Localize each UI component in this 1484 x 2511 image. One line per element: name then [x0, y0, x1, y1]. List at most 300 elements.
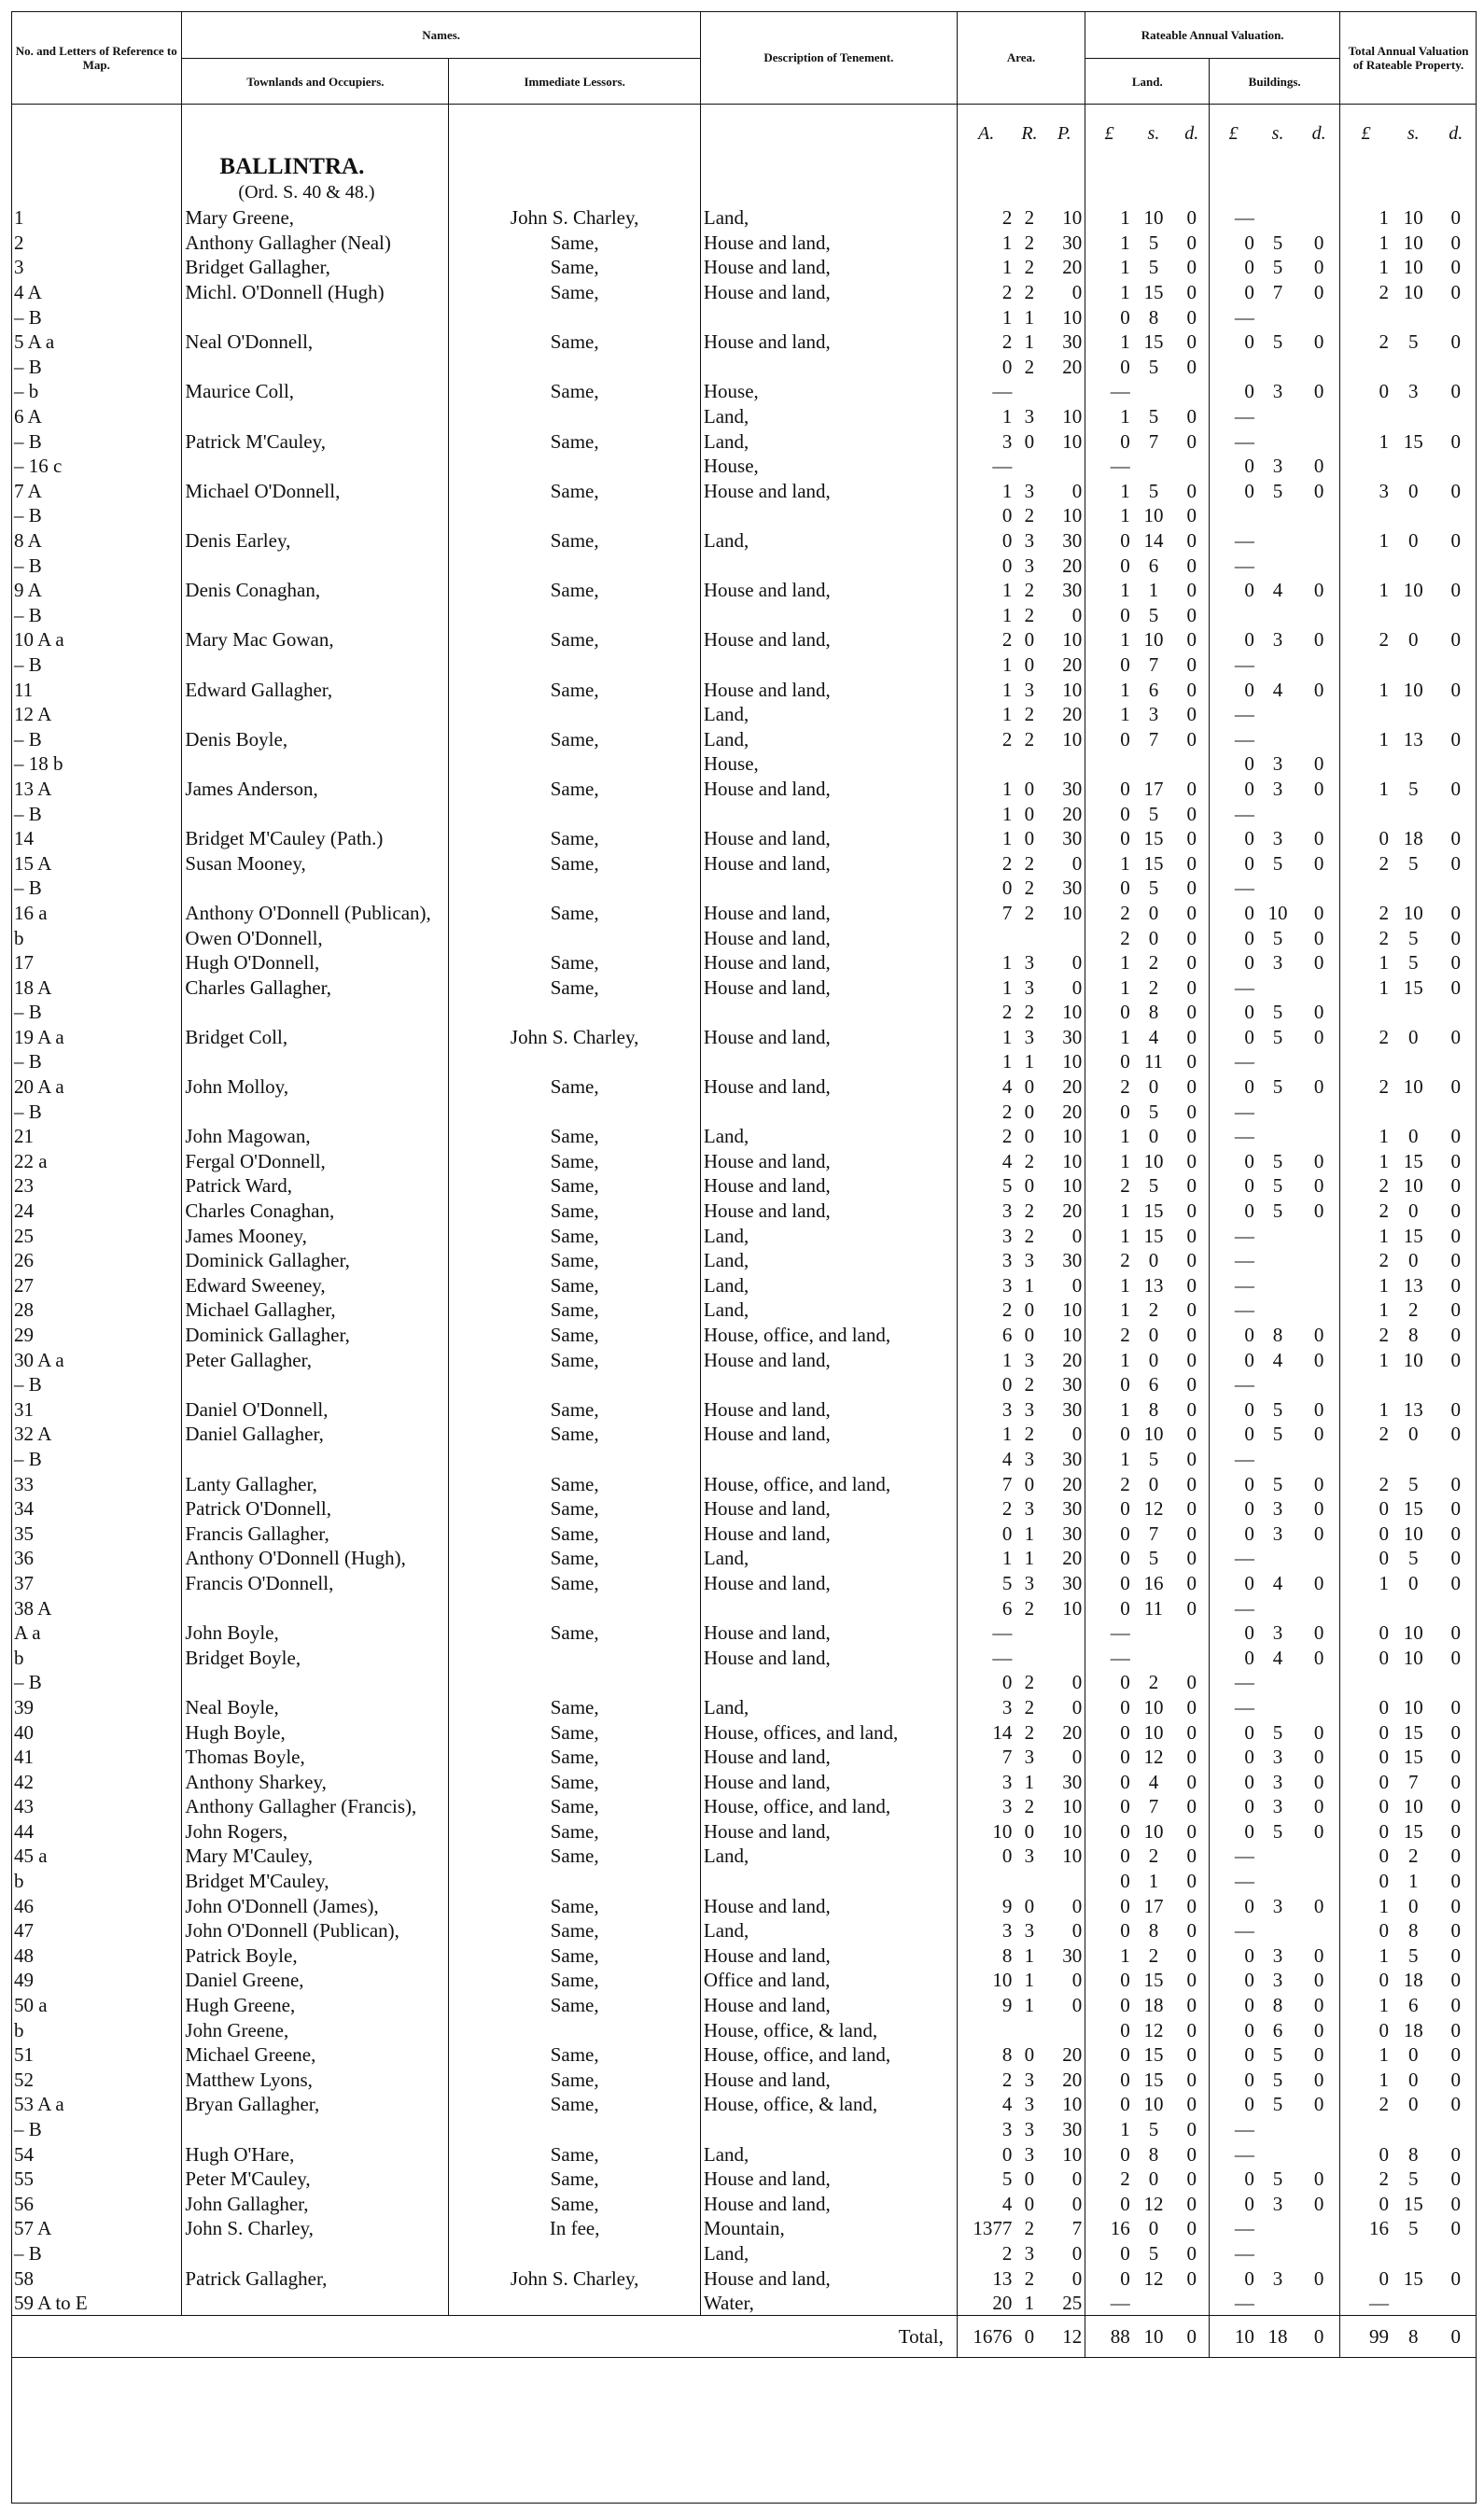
area-perches: 0 [1043, 1993, 1085, 2018]
land-pence: 0 [1174, 1546, 1210, 1571]
table-row [11, 1595, 1477, 1620]
bldg-pounds: 0 [1244, 1174, 1254, 1198]
area-perches: 25 [1043, 2291, 1085, 2316]
description-cell [700, 603, 957, 628]
bldg-pounds: — [1234, 206, 1254, 230]
total-pence: 0 [1450, 975, 1462, 999]
total-pence [1435, 876, 1477, 901]
description-cell: Office and land, [700, 1968, 957, 1993]
land-pounds: 0 [1120, 1795, 1130, 1818]
bldg-pounds: — [1234, 975, 1254, 999]
area-perches [1043, 751, 1085, 777]
area-perches [1043, 925, 1085, 950]
table-row [11, 479, 1477, 504]
lessor-cell: Same, [449, 1794, 700, 1819]
table-row [11, 1496, 1477, 1522]
area-acres: 2 [1001, 1497, 1013, 1521]
bldg-pounds: — [1234, 2142, 1254, 2166]
occupier-cell: Patrick M'Cauley, [182, 428, 449, 454]
land-pence: 0 [1174, 1769, 1210, 1794]
occupier-cell: Michael O'Donnell, [182, 479, 449, 504]
occupier-cell: Anthony Sharkey, [182, 1769, 449, 1794]
total-shillings: 10 [1403, 231, 1423, 254]
area-acres: 1 [1001, 479, 1013, 502]
area-acres: 3 [1001, 1273, 1013, 1297]
area-perches: 10 [1043, 726, 1085, 751]
ref-cell: – B [11, 2117, 182, 2142]
land-shillings: 15 [1143, 281, 1164, 304]
occupier-cell: Bridget M'Cauley (Path.) [182, 826, 449, 851]
lessor-cell: Same, [449, 950, 700, 975]
total-pence: 0 [1450, 281, 1462, 304]
total-shillings: 10 [1403, 206, 1423, 230]
occupier-cell: James Anderson, [182, 777, 449, 802]
total-pence: 0 [1450, 1025, 1462, 1048]
area-roods: 0 [1024, 2043, 1035, 2067]
area-acres: 4 [1001, 2192, 1013, 2215]
bldg-pence [1298, 304, 1339, 330]
occupier-cell [182, 2291, 449, 2316]
land-pence: 0 [1174, 1397, 1210, 1423]
land-pence: 0 [1174, 1347, 1210, 1372]
bldg-pounds: — [1234, 1125, 1254, 1148]
bldg-pounds: 0 [1244, 1943, 1254, 1967]
area-acres: 5 [1001, 2167, 1013, 2191]
bldg-shillings: 4 [1272, 579, 1283, 602]
table-row [11, 1298, 1477, 1323]
lessor-cell: Same, [449, 2192, 700, 2217]
land-shillings: 0 [1148, 1075, 1159, 1099]
occupier-cell [182, 1670, 449, 1695]
ref-cell: 58 [11, 2266, 182, 2291]
land-pence: 0 [1174, 1323, 1210, 1348]
area-perches: 10 [1043, 627, 1085, 652]
land-shillings: 8 [1148, 1001, 1159, 1024]
area-perches [1043, 379, 1085, 404]
table-row [11, 2017, 1477, 2042]
land-pence: 0 [1174, 255, 1210, 280]
total-pence: 0 [1450, 1249, 1462, 1272]
total-pounds: 0 [1379, 1919, 1389, 1943]
area-acres: 2 [1001, 2068, 1013, 2091]
area-acres: 3 [1001, 1249, 1013, 1272]
bldg-shillings: 4 [1272, 1348, 1283, 1371]
lessor-cell [449, 2117, 700, 2142]
land-pence: 0 [1174, 479, 1210, 504]
land-pounds: 1 [1120, 951, 1130, 975]
ref-cell: – B [11, 801, 182, 826]
total-pence: 0 [1450, 2142, 1462, 2166]
ref-cell: – B [11, 428, 182, 454]
description-cell: Land, [700, 428, 957, 454]
bldg-pounds: — [1234, 1695, 1254, 1718]
lessor-cell [449, 1447, 700, 1472]
total-shillings: 3 [1408, 380, 1419, 403]
area-acres: 6 [1001, 1324, 1013, 1347]
description-cell: Land, [700, 726, 957, 751]
land-shillings: 0 [1148, 1472, 1159, 1495]
description-cell: House and land, [700, 1496, 957, 1522]
land-pence: 0 [1174, 553, 1210, 578]
total-pounds [1340, 801, 1392, 826]
description-cell: House and land, [700, 925, 957, 950]
total-header: Total Annual Valuation of Rateable Property. [1340, 11, 1477, 105]
area-roods: 2 [1024, 603, 1035, 626]
total-pence: 0 [1450, 1571, 1462, 1594]
total-shillings [1392, 2117, 1435, 2142]
total-pounds [1340, 2241, 1392, 2266]
description-cell [700, 1049, 957, 1074]
land-shillings: 10 [1143, 1819, 1164, 1843]
total-shillings: 0 [1408, 1249, 1419, 1272]
land-pounds: 0 [1120, 1870, 1130, 1893]
total-shillings: 0 [1408, 1571, 1419, 1594]
bldg-shillings [1257, 2117, 1298, 2142]
total-pounds: 2 [1379, 2167, 1389, 2191]
area-perches: 10 [1043, 1049, 1085, 1074]
area-roods: 2 [1024, 1001, 1035, 1024]
land-shillings: 8 [1148, 1919, 1159, 1943]
description-cell: Land, [700, 702, 957, 727]
ref-cell: 15 A [11, 850, 182, 876]
total-pounds: 0 [1379, 1746, 1389, 1769]
bldg-pounds: 0 [1244, 2068, 1254, 2091]
bldg-pounds: 0 [1244, 2192, 1254, 2215]
area-perches: 30 [1043, 1372, 1085, 1397]
bldg-shillings [1257, 1298, 1298, 1323]
lessor-cell [449, 801, 700, 826]
area-roods: 2 [1024, 206, 1035, 230]
area-acres: 3 [1001, 1199, 1013, 1223]
area-acres: 2 [1001, 851, 1013, 875]
bldg-pounds: 0 [1244, 455, 1254, 478]
total-shillings: 10 [1403, 1646, 1423, 1669]
total-pence: 0 [1450, 206, 1462, 230]
area-acres: 4 [1001, 1075, 1013, 1099]
occupier-cell: Anthony O'Donnell (Hugh), [182, 1546, 449, 1571]
total-shillings: 2 [1408, 1298, 1419, 1322]
area-roods: 3 [1024, 2118, 1035, 2141]
ref-cell: 21 [11, 1124, 182, 1149]
land-shillings: 10 [1143, 206, 1164, 230]
total-shillings: 0 [1408, 2043, 1419, 2067]
occupier-cell: Lanty Gallagher, [182, 1471, 449, 1496]
description-cell [700, 355, 957, 380]
land-pounds: 1 [1120, 330, 1130, 354]
table-row [11, 1471, 1477, 1496]
bldg-pounds [1210, 503, 1257, 528]
lessor-cell: Same, [449, 1571, 700, 1596]
description-cell: Land, [700, 205, 957, 231]
land-pence: 0 [1174, 677, 1210, 702]
description-cell: House and land, [700, 1620, 957, 1646]
bldg-shillings: 5 [1272, 926, 1283, 949]
table-row [11, 304, 1477, 330]
bldg-shillings [1257, 1918, 1298, 1943]
total-acres: 1676 [957, 2316, 1015, 2358]
land-pence: 0 [1174, 428, 1210, 454]
total-pounds: 1 [1379, 1298, 1389, 1322]
land-pence [1174, 2291, 1210, 2316]
bldg-shillings: 10 [1267, 901, 1288, 924]
occupier-cell: Peter Gallagher, [182, 1347, 449, 1372]
land-shillings: 15 [1143, 1969, 1164, 1992]
occupier-cell: Charles Conaghan, [182, 1199, 449, 1224]
total-pounds [1340, 404, 1392, 429]
land-shillings: 16 [1143, 1571, 1164, 1594]
land-pence: 0 [1174, 1422, 1210, 1447]
grand-total-pence: 0 [1435, 2316, 1477, 2358]
land-pence: 0 [1174, 1223, 1210, 1248]
bldg-shillings [1257, 355, 1298, 380]
total-shillings: 15 [1403, 2192, 1423, 2215]
table-row [11, 1869, 1477, 1894]
bldg-pence [1298, 1248, 1339, 1273]
area-perches: 20 [1043, 553, 1085, 578]
description-cell: House and land, [700, 1943, 957, 1969]
land-pence: 0 [1174, 1993, 1210, 2018]
total-pence [1435, 751, 1477, 777]
bldg-pounds: — [1234, 1671, 1254, 1694]
land-pence: 0 [1174, 702, 1210, 727]
header-row-top [11, 11, 1477, 59]
total-bldg-shillings: 18 [1257, 2316, 1298, 2358]
land-pence: 0 [1174, 528, 1210, 554]
bldg-pence [1298, 2291, 1339, 2316]
total-pence: 0 [1450, 380, 1462, 403]
land-pounds: 0 [1120, 1100, 1130, 1123]
description-cell: Land, [700, 1124, 957, 1149]
total-shillings [1392, 1049, 1435, 1074]
bldg-pence: 0 [1298, 777, 1339, 802]
area-perches: 30 [1043, 777, 1085, 802]
land-pence: 0 [1174, 1745, 1210, 1770]
table-row [11, 801, 1477, 826]
description-cell: Land, [700, 2141, 957, 2167]
bldg-pence: 0 [1298, 1719, 1339, 1745]
occupier-cell: James Mooney, [182, 1223, 449, 1248]
total-shillings: 13 [1403, 1273, 1423, 1297]
land-header: Land. [1085, 59, 1210, 105]
bldg-shillings: 5 [1272, 1001, 1283, 1024]
area-acres: 0 [1001, 1671, 1013, 1694]
area-roods: 0 [1024, 1100, 1035, 1123]
table-row [11, 1000, 1477, 1025]
area-acres: 10 [992, 1819, 1013, 1843]
area-perches: 10 [1043, 428, 1085, 454]
bldg-pence: 0 [1298, 1173, 1339, 1199]
lessor-cell: Same, [449, 2042, 700, 2068]
ref-cell: 33 [11, 1471, 182, 1496]
total-shillings: 5 [1408, 1472, 1419, 1495]
area-acres: 0 [1001, 355, 1013, 378]
total-pence: 0 [1450, 901, 1462, 924]
area-perches: 30 [1043, 1447, 1085, 1472]
bldg-pounds: 0 [1244, 1819, 1254, 1843]
total-pounds: 0 [1379, 2018, 1389, 2041]
bldg-shillings: 7 [1272, 281, 1283, 304]
total-shillings [1392, 1595, 1435, 1620]
bldg-pence [1298, 603, 1339, 628]
total-shillings: 0 [1408, 1125, 1419, 1148]
lessor-cell [449, 2241, 700, 2266]
description-cell: House and land, [700, 850, 957, 876]
total-pence: 0 [1450, 2018, 1462, 2041]
land-pounds: 0 [1120, 603, 1130, 626]
unit-bldg-pounds: £ [1210, 105, 1257, 147]
occupier-cell [182, 1447, 449, 1472]
bldg-pounds: — [1234, 1547, 1254, 1570]
table-row [11, 231, 1477, 256]
land-pence: 0 [1174, 652, 1210, 678]
table-row [11, 578, 1477, 603]
lessor-cell: Same, [449, 627, 700, 652]
area-acres: 3 [1001, 1695, 1013, 1718]
land-pounds: 1 [1120, 1943, 1130, 1967]
total-row [11, 2316, 1477, 2358]
bldg-pounds: 0 [1244, 2266, 1254, 2290]
area-acres: 1 [1001, 777, 1013, 800]
area-acres [957, 1869, 1015, 1894]
table-row [11, 1273, 1477, 1298]
area-perches: 10 [1043, 2092, 1085, 2117]
bldg-pence [1298, 2216, 1339, 2241]
description-cell: House, [700, 751, 957, 777]
description-cell: House, office, and land, [700, 1794, 957, 1819]
ref-cell: 39 [11, 1695, 182, 1720]
land-pounds [1085, 751, 1133, 777]
ref-cell: 56 [11, 2192, 182, 2217]
lessor-cell: John S. Charley, [449, 1025, 700, 1050]
bldg-pence: 0 [1298, 1199, 1339, 1224]
land-shillings: 6 [1148, 1373, 1159, 1396]
bldg-pence: 0 [1298, 677, 1339, 702]
area-perches: 20 [1043, 1719, 1085, 1745]
area-roods: 0 [1024, 1298, 1035, 1322]
bldg-pence: 0 [1298, 1769, 1339, 1794]
occupier-cell: Owen O'Donnell, [182, 925, 449, 950]
lessor-cell: Same, [449, 1173, 700, 1199]
bldg-pounds: 0 [1244, 1397, 1254, 1421]
lessor-cell [449, 751, 700, 777]
bldg-pence: 0 [1298, 479, 1339, 504]
occupier-cell: Francis Gallagher, [182, 1521, 449, 1546]
table-row [11, 1447, 1477, 1472]
lessor-cell [449, 1099, 700, 1124]
land-pence: 0 [1174, 1248, 1210, 1273]
lessor-cell [449, 1670, 700, 1695]
area-roods: 0 [1024, 1174, 1035, 1198]
area-header: Area. [957, 11, 1085, 105]
table-row [11, 901, 1477, 926]
land-shillings: 15 [1143, 1224, 1164, 1247]
bldg-pence: 0 [1298, 1745, 1339, 1770]
land-pounds: — [1110, 2292, 1130, 2315]
ref-cell: 5 A a [11, 330, 182, 355]
area-roods: 2 [1024, 1423, 1035, 1446]
area-acres [957, 2017, 1015, 2042]
land-pence: 0 [1174, 801, 1210, 826]
description-cell [700, 1670, 957, 1695]
total-pence: 0 [1450, 1770, 1462, 1793]
table-row [11, 2291, 1477, 2316]
land-shillings: 7 [1148, 429, 1159, 453]
area-roods: 2 [1024, 877, 1035, 900]
area-roods: 2 [1024, 1671, 1035, 1694]
bldg-pounds: 0 [1244, 1770, 1254, 1793]
bldg-pounds: — [1234, 1596, 1254, 1620]
total-shillings: 5 [1408, 951, 1419, 975]
occupier-cell [182, 304, 449, 330]
area-acres: 1 [1001, 678, 1013, 701]
table-row [11, 2266, 1477, 2291]
area-roods: 1 [1024, 305, 1035, 329]
area-acres: 0 [1001, 877, 1013, 900]
total-pounds: 0 [1379, 2266, 1389, 2290]
bldg-shillings: 3 [1272, 380, 1283, 403]
table-row [11, 503, 1477, 528]
description-cell: Mountain, [700, 2216, 957, 2241]
land-pence: 0 [1174, 1819, 1210, 1845]
total-pounds: 2 [1379, 1025, 1389, 1048]
area-acres: 3 [1001, 1224, 1013, 1247]
land-pence: 0 [1174, 1595, 1210, 1620]
lessor-cell: Same, [449, 1521, 700, 1546]
bldg-pounds: 0 [1244, 1994, 1254, 2017]
ref-cell: – B [11, 355, 182, 380]
description-cell: House and land, [700, 1893, 957, 1918]
area-roods: 3 [1024, 529, 1035, 553]
land-pence [1174, 1645, 1210, 1670]
total-pence: 0 [1450, 1149, 1462, 1172]
area-acres: 2 [1001, 727, 1013, 750]
bldg-pounds: — [1234, 554, 1254, 577]
bldg-pence [1298, 1447, 1339, 1472]
total-pence [1435, 404, 1477, 429]
description-cell: House and land, [700, 255, 957, 280]
occupier-cell: Edward Sweeney, [182, 1273, 449, 1298]
lessor-cell: Same, [449, 1993, 700, 2018]
total-shillings: 0 [1408, 1423, 1419, 1446]
bldg-pence: 0 [1298, 1794, 1339, 1819]
land-shillings: 2 [1148, 951, 1159, 975]
total-pence: 0 [1450, 1224, 1462, 1247]
bldg-shillings: 3 [1272, 951, 1283, 975]
ref-cell: 52 [11, 2068, 182, 2093]
total-pence [1435, 1049, 1477, 1074]
land-pounds: 2 [1120, 1472, 1130, 1495]
table-row [11, 1397, 1477, 1423]
total-pence: 0 [1450, 256, 1462, 279]
area-roods: 2 [1024, 1199, 1035, 1223]
total-pence: 0 [1450, 1397, 1462, 1421]
total-pence: 0 [1450, 827, 1462, 850]
bldg-pence: 0 [1298, 1968, 1339, 1993]
bldg-pence: 0 [1298, 1943, 1339, 1969]
land-pounds: 0 [1120, 1050, 1130, 1073]
bldg-pence [1298, 205, 1339, 231]
lessor-cell: Same, [449, 1844, 700, 1869]
bldg-shillings: 8 [1272, 1994, 1283, 2017]
bldg-pounds: — [1234, 1273, 1254, 1297]
lessor-cell: Same, [449, 826, 700, 851]
total-pounds [1340, 503, 1392, 528]
occupier-cell: Hugh Boyle, [182, 1719, 449, 1745]
description-cell: House and land, [700, 1025, 957, 1050]
total-roods: 0 [1015, 2316, 1043, 2358]
description-cell: House and land, [700, 2167, 957, 2192]
land-pence: 0 [1174, 1074, 1210, 1100]
